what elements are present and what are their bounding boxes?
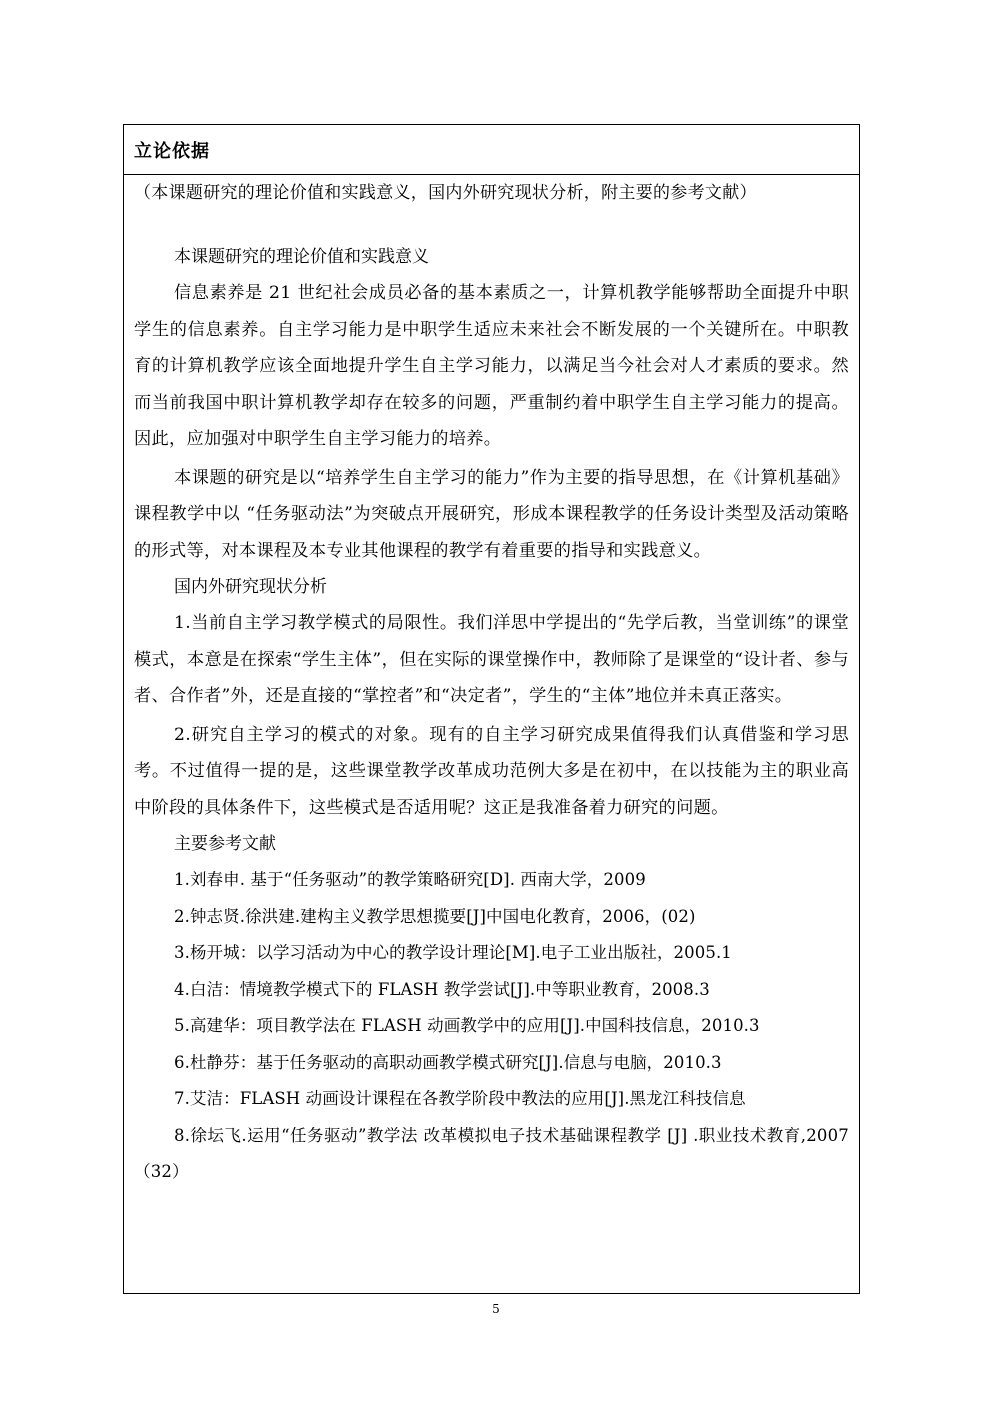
reference-item: 4.白洁：情境教学模式下的 FLASH 教学尝试[J].中等职业教育，2008.3 [174,979,710,999]
significance-heading: 本课题研究的理论价值和实践意义 [174,247,429,267]
section-title: 立论依据 [134,140,210,162]
page-number: 5 [492,1302,500,1316]
blank-line [134,209,849,239]
section-instruction: （本课题研究的理论价值和实践意义，国内外研究现状分析，附主要的参考文献） [134,183,757,203]
significance-paragraph-1: 信息素养是 21 世纪社会成员必备的基本素质之一，计算机教学能够帮助全面提升中职学生的信息素养。自主学习能力是中职学生适应未来社会不断发展的一个关键所在。中职教育的计算机教学应该全面地提升学生自主学习能力，以满足当今社会对人才素质的要求。然而当前我国中职计算机教学却存在较多的问题，严重制约着中职学生自主学习能力的提高。因此，应加强对中职学生自主学习能力的培养。 [134,283,849,449]
significance-paragraph-2: 本课题的研究是以“培养学生自主学习的能力”作为主要的指导思想，在《计算机基础》课程教学中以 “任务驱动法”为突破点开展研究，形成本课程教学的任务设计类型及活动策略的形式等，对本课程及本专业其他课程的教学有着重要的指导和实践意义。 [134,467,849,561]
reference-item: 2.钟志贤.徐洪建.建构主义教学思想揽要[J]中国电化教育，2006，(02) [174,906,696,926]
status-paragraph-1: 1.当前自主学习教学模式的局限性。我们洋思中学提出的“先学后教，当堂训练”的课堂模式，本意是在探索“学生主体”，但在实际的课堂操作中，教师除了是课堂的“设计者、参与者、合作者”外，还是直接的“掌控者”和“决定者”，学生的“主体”地位并未真正落实。 [134,613,849,706]
reference-item: 1.刘春申. 基于“任务驱动”的教学策略研究[D]. 西南大学，2009 [174,870,646,889]
reference-item: 6.杜静芬：基于任务驱动的高职动画教学模式研究[J].信息与电脑，2010.3 [174,1052,722,1072]
reference-item: 8.徐坛飞.运用“任务驱动”教学法 改革模拟电子技术基础课程教学 [J] .职业技术教育,2007（32） [134,1125,849,1181]
reference-item: 7.艾洁：FLASH 动画设计课程在各教学阶段中教法的应用[J].黑龙江科技信息 [174,1089,746,1108]
references-heading: 主要参考文献 [174,834,276,854]
section-header [124,125,859,175]
reference-item: 3.杨开城：以学习活动为中心的教学设计理论[M].电子工业出版社，2005.1 [174,943,732,962]
status-heading: 国内外研究现状分析 [174,577,327,597]
reference-item: 5.高建华：项目教学法在 FLASH 动画教学中的应用[J].中国科技信息，2010.3 [174,1016,760,1035]
section-content [124,175,859,1191]
form-table [123,124,860,1294]
status-paragraph-2: 2.研究自主学习的模式的对象。现有的自主学习研究成果值得我们认真借鉴和学习思考。不过值得一提的是，这些课堂教学改革成功范例大多是在初中，在以技能为主的职业高中阶段的具体条件下，这些模式是否适用呢？这正是我准备着力研究的问题。 [134,724,849,818]
